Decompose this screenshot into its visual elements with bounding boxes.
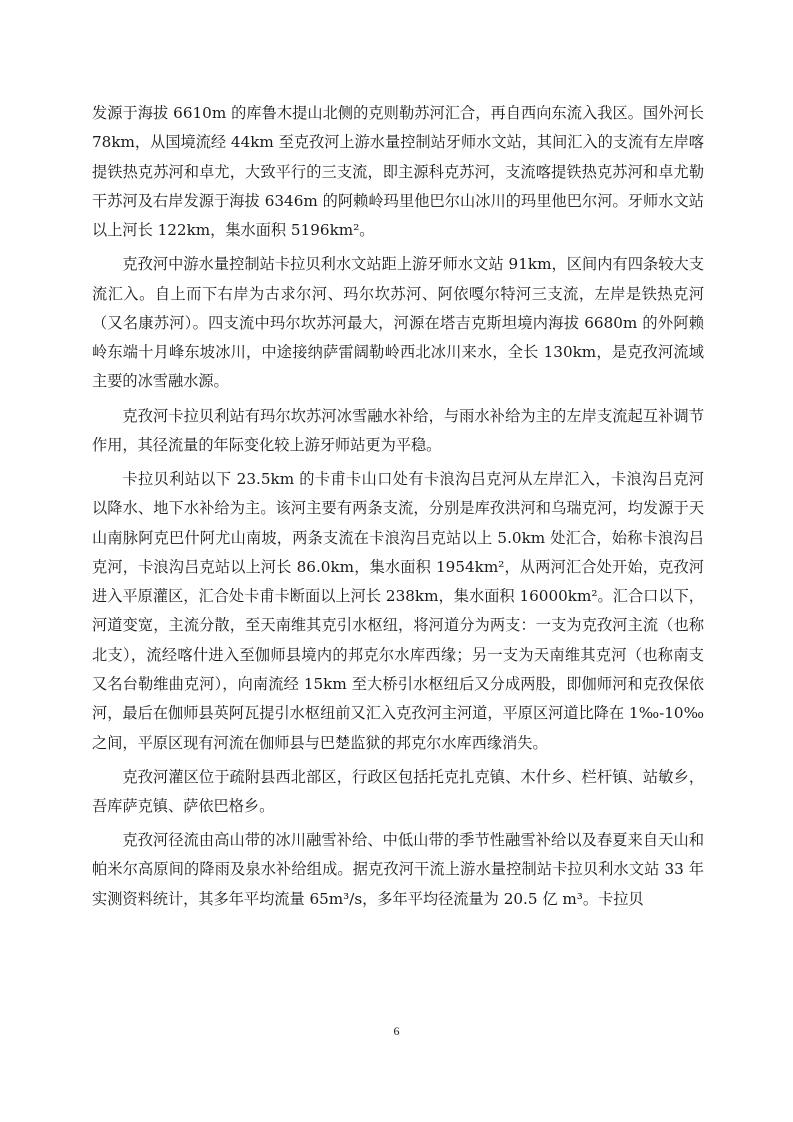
paragraph-1: 发源于海拔 6610m 的库鲁木提山北侧的克则勒苏河汇合，再自西向东流入我区。国外河长 78km，从国境流经 44km 至克孜河上游水量控制站牙师水文站，其间汇入的支流有左岸喀提铁热克苏河和卓尤，大致平行的三支流，即主源科克苏河，支流喀提铁热克苏河和卓尤勒干苏河及右岸发源于海拔 6346m 的阿赖岭玛里他巴尔山冰川的玛里他巴尔河。牙师水文站以上河长 122km，集水面积 5196km²。 (92, 104, 704, 240)
paragraph-4: 卡拉贝利站以下 23.5km 的卡甫卡山口处有卡浪沟吕克河从左岸汇入，卡浪沟吕克河以降水、地下水补给为主。该河主要有两条支流，分别是库孜洪河和乌瑞克河，均发源于天山南脉阿克巴什阿尤山南坡，两条支流在卡浪沟吕克站以上 5.0km 处汇合，始称卡浪沟吕克河，卡浪沟吕克站以上河长 86.0km，集水面积 1954km²，从两河汇合处开始，克孜河进入平原灌区，汇合处卡甫卡断面以上河长 238km，集水面积 16000km²。汇合口以下，河道变宽，主流分散，至天南维其克引水枢纽，将河道分为两支：一支为克孜河主流（也称北支），流经喀什进入至伽师县境内的邦克尔水库西缘；另一支为天南维其克河（也称南支又名台勒维曲克河），向南流经 15km 至大桥引水枢纽后又分成两股，即伽师河和克孜保依河，最后在伽师县英阿瓦提引水枢纽前又汇入克孜河主河道，平原区河道比降在 1‰-10‰之间，平原区现有河流在伽师县与巴楚监狱的邦克尔水库西缘消失。 (92, 469, 704, 752)
paragraph-3: 克孜河卡拉贝利站有玛尔坎苏河冰雪融水补给，与雨水补给为主的左岸支流起互补调节作用，其径流量的年际变化较上游牙师站更为平稳。 (92, 406, 704, 454)
paragraph-5: 克孜河灌区位于疏附县西北部区，行政区包括托克扎克镇、木什乡、栏杆镇、站敏乡，吾库萨克镇、萨依巴格乡。 (92, 767, 704, 816)
paragraph-6: 克孜河径流由高山带的冰川融雪补给、中低山带的季节性融雪补给以及春夏来自天山和帕米尔高原间的降雨及泉水补给组成。据克孜河干流上游水量控制站卡拉贝利水文站 33 年实测资料统计，其多年平均流量 65m³/s，多年平均径流量为 20.5 亿 m³。卡拉贝 (92, 831, 704, 908)
paragraph-2: 克孜河中游水量控制站卡拉贝利水文站距上游牙师水文站 91km，区间内有四条较大支流汇入。自上而下右岸为古求尔河、玛尔坎苏河、阿依嘎尔特河三支流，左岸是铁热克河（又名康苏河）。四支流中玛尔坎苏河最大，河源在塔吉克斯坦境内海拔 6680m 的外阿赖岭东端十月峰东坡冰川，中途接纳萨雷阔勒岭西北冰川来水，全长 130km，是克孜河流域主要的冰雪融水源。 (92, 255, 704, 391)
page-number: 6 (393, 1024, 400, 1038)
page-body (92, 99, 704, 914)
